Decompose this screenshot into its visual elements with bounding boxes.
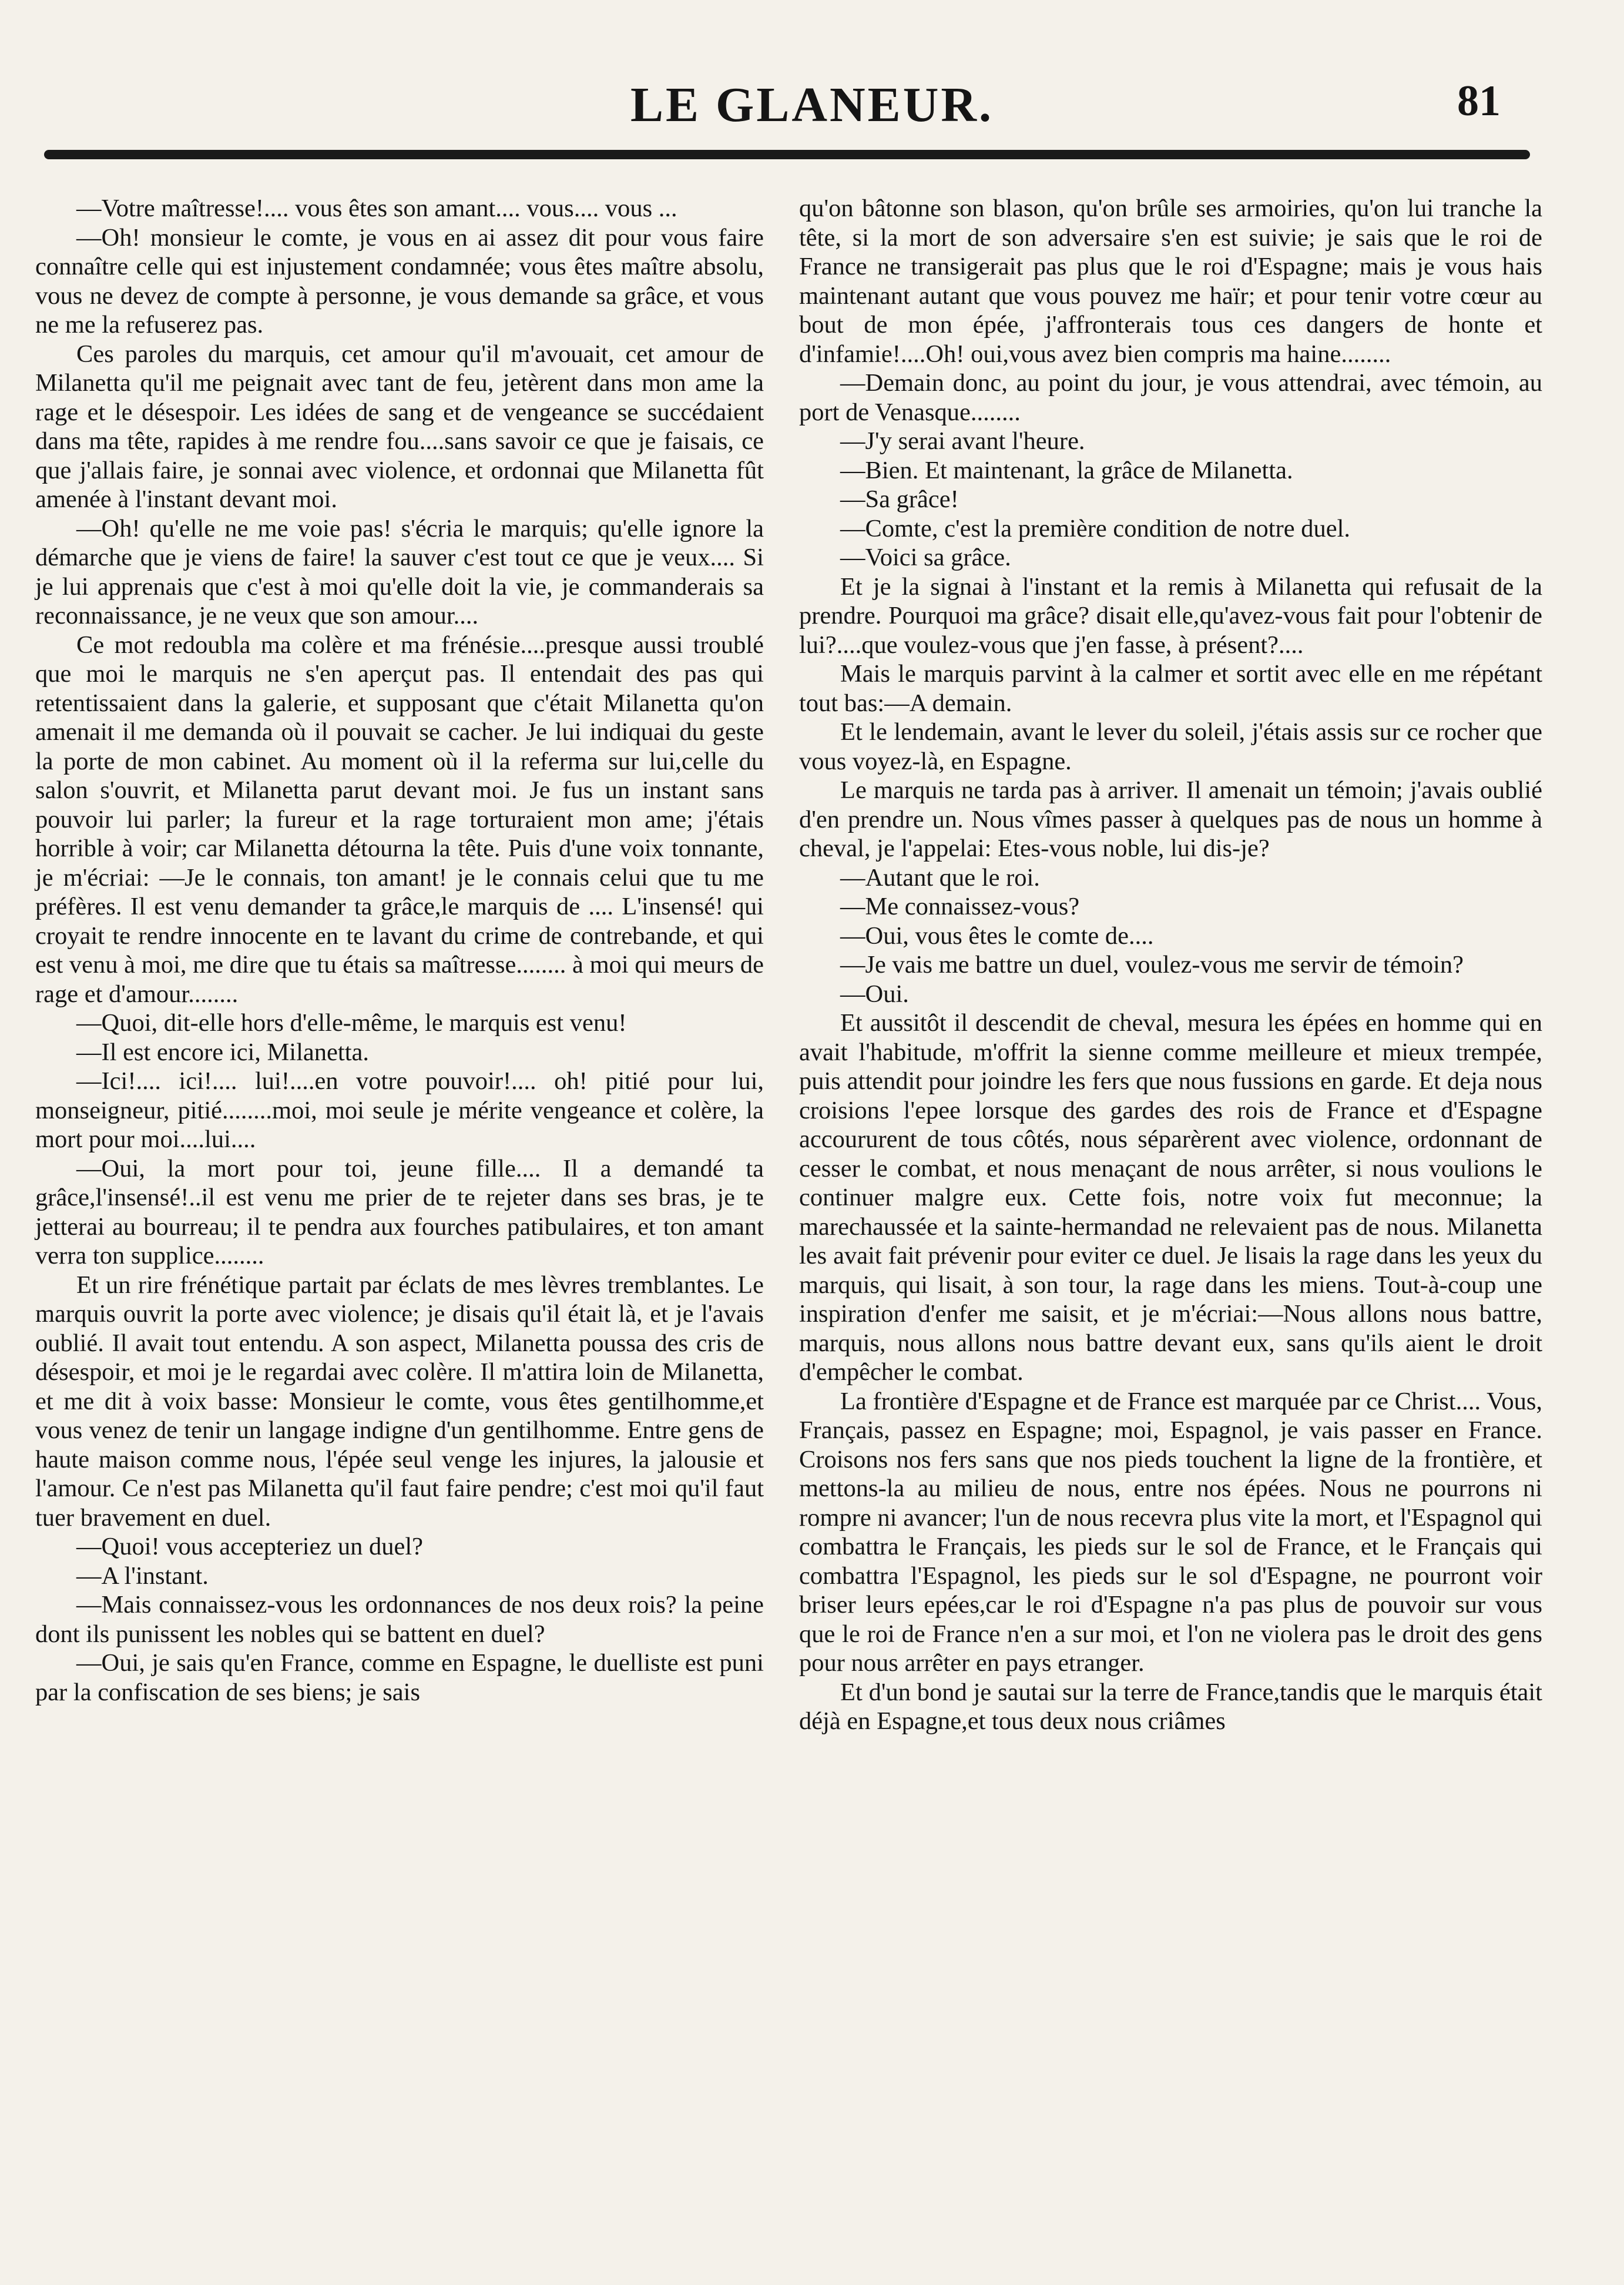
paragraph: Et je la signai à l'instant et la remis à Milanetta qui refusait de la prendre. Pourquoi ma grâce? disait elle,qu'avez-vous fait pour l'obtenir de lui?....que voulez-vous que j'en fasse, à présent?.... — [799, 572, 1542, 659]
paragraph: qu'on bâtonne son blason, qu'on brûle ses armoiries, qu'on lui tranche la tête, si la mort de son adversaire s'en est suivie; je sais que le roi de France ne transigerait pas plus que le roi d'Espagne; mais je vous hais maintenant autant que vous pouvez me haïr; et pour tenir votre cœur au bout de mon épée, j'affronterais tous ces dangers de honte et d'infamie!....Oh! oui,vous avez bien compris ma haine........ — [799, 195, 1542, 368]
paragraph: —Oui, vous êtes le comte de.... — [840, 922, 1154, 950]
paragraph: —Bien. Et maintenant, la grâce de Milanetta. — [840, 456, 1293, 484]
paragraph: Mais le marquis parvint à la calmer et sortit avec elle en me répétant tout bas:—A demain. — [799, 660, 1542, 717]
paragraph: —Oui. — [840, 980, 909, 1008]
paragraph: Le marquis ne tarda pas à arriver. Il amenait un témoin; j'avais oublié d'en prendre un. Nous vîmes passer à quelques pas de nous un homme à cheval, je l'appelai: Etes-vous noble, lui dis-je? — [799, 776, 1542, 862]
paragraph: —Me connaissez-vous? — [840, 893, 1080, 920]
paragraph: —A l'instant. — [76, 1562, 209, 1590]
paragraph: —Demain donc, au point du jour, je vous attendrai, avec témoin, au port de Venasque........ — [799, 369, 1542, 426]
paragraph: La frontière d'Espagne et de France est marquée par ce Christ.... Vous, Français, passez en Espagne; moi, Espagnol, je vais passer en France. Croisons nos fers sans que nos pieds touchent la ligne de la frontière, et mettons-la au milieu de nous, entre nos épées. Nous ne pourrons ni rompre ni avancer; l'un de nous recevra plus vite la mort, et l'Espagnol qui combattra le Français, les pieds sur le sol de France, et le Français qui combattra l'Espagnol, les pieds sur le sol d'Espagne, ne pourront voir briser leurs epées,car le roi d'Espagne n'a pas plus de pouvoir sur vous que le roi de France n'en a sur moi, et l'on ne violera pas le droit des gens pour nous arrêter en pays etranger. — [799, 1387, 1542, 1677]
paragraph: —Comte, c'est la première condition de notre duel. — [840, 514, 1351, 542]
paragraph: Et un rire frénétique partait par éclats de mes lèvres tremblantes. Le marquis ouvrit la porte avec violence; je disais qu'il était là, et je l'avais oublié. Il avait tout entendu. A son aspect, Milanetta poussa des cris de désespoir, et moi je le regardai avec colère. Il m'attira loin de Milanetta, et me dit à voix basse: Monsieur le comte, vous êtes gentilhomme,et vous venez de tenir un langage indigne d'un gentilhomme. Entre gens de haute maison comme nous, l'épée seul venge les injures, la jalousie et l'amour. Ce n'est pas Milanetta qu'il faut faire pendre; c'est moi qu'il faut tuer bravement en duel. — [35, 1271, 764, 1532]
paragraph: Ce mot redoubla ma colère et ma frénésie....presque aussi troublé que moi le marquis ne s'en aperçut pas. Il entendait des pas qui retentissaient dans la galerie, et supposant que c'était Milanetta qu'on amenait il me demanda où il pouvait se cacher. Je lui indiquai du geste la porte de mon cabinet. Au moment où il la referma sur lui,celle du salon s'ouvrit, et Milanetta parut devant moi. Je fus un instant sans pouvoir lui parler; la fureur et la rage torturaient mon ame; j'étais horrible à voir; car Milanetta détourna la tête. Puis d'une voix tonnante, je m'écriai: —Je le connais, ton amant! je le connais celui que tu me préfères. Il est venu demander ta grâce,le marquis de .... L'insensé! qui croyait te rendre innocente en te lavant du crime de contrebande, et qui est venu à moi, me dire que tu étais sa maîtresse........ à moi qui meurs de rage et d'amour........ — [35, 631, 764, 1008]
paragraph: —Quoi, dit-elle hors d'elle-même, le marquis est venu! — [76, 1009, 627, 1037]
paragraph: —Sa grâce! — [840, 485, 959, 513]
paragraph: —Oh! qu'elle ne me voie pas! s'écria le marquis; qu'elle ignore la démarche que je viens de faire! la sauver c'est tout ce que je veux.... Si je lui apprenais que c'est à moi qu'elle doit la vie, je commanderais sa reconnaissance, je ne veux que son amour.... — [35, 514, 764, 629]
paragraph: —Votre maîtresse!.... vous êtes son amant.... vous.... vous ... — [76, 195, 677, 222]
paragraph: —Voici sa grâce. — [840, 544, 1011, 571]
header-rule — [44, 150, 1530, 159]
paragraph: —Je vais me battre un duel, voulez-vous me servir de témoin? — [840, 951, 1464, 979]
paragraph: Ces paroles du marquis, cet amour qu'il m'avouait, cet amour de Milanetta qu'il me peignait avec tant de feu, jetèrent dans mon ame la rage et le désespoir. Les idées de sang et de vengeance se succédaient dans ma tête, rapides à me rendre fou....sans savoir ce que je faisais, ce que j'allais faire, je sonnai avec violence, et ordonnai que Milanetta fût amenée à l'instant devant moi. — [35, 340, 764, 513]
paragraph: —Autant que le roi. — [840, 863, 1040, 892]
paragraph: —Oui, je sais qu'en France, comme en Espagne, le duelliste est puni par la confiscation de ses biens; je sais — [35, 1649, 764, 1706]
paragraph: —Il est encore ici, Milanetta. — [76, 1038, 370, 1066]
left-column — [35, 194, 764, 1707]
paragraph: —Ici!.... ici!.... lui!....en votre pouvoir!.... oh! pitié pour lui, monseigneur, pitié........moi, moi seule je mérite vengeance et colère, la mort pour moi....lui.... — [35, 1067, 764, 1153]
paragraph: Et le lendemain, avant le lever du soleil, j'étais assis sur ce rocher que vous voyez-là, en Espagne. — [799, 718, 1542, 775]
paragraph: —Oh! monsieur le comte, je vous en ai assez dit pour vous faire connaître celle qui est injustement condamnée; vous êtes maître absolu, vous ne devez de compte à personne, je vous demande sa grâce, et vous ne me la refuserez pas. — [35, 223, 764, 339]
paragraph: Et d'un bond je sautai sur la terre de France,tandis que le marquis était déjà en Espagne,et tous deux nous criâmes — [799, 1678, 1542, 1735]
paragraph: —Mais connaissez-vous les ordonnances de nos deux rois? la peine dont ils punissent les nobles qui se battent en duel? — [35, 1591, 764, 1648]
paragraph: Et aussitôt il descendit de cheval, mesura les épées en homme qui en avait l'habitude, m'offrit la sienne comme meilleure et mieux trempée, puis attendit pour joindre les fers que nous fussions en garde. Et deja nous croisions l'epee lorsque des gardes des rois de France et d'Espagne accoururent de tous côtés, nous séparèrent avec violence, ordonnant de cesser le combat, et nous menaçant de nous arrêter, si nous voulions le continuer malgre eux. Cette fois, notre voix fut meconnue; la marechaussée et la sainte-hermandad ne relevaient pas de nous. Milanetta les avait fait prévenir pour eviter ce duel. Je lisais la rage dans les yeux du marquis, qui lisait, à son tour, la rage dans les miens. Tout-à-coup une inspiration d'enfer me saisit, et je m'écriai:—Nous allons nous battre, marquis, nous allons nous battre devant eux, sans qu'ils aient le droit d'empêcher le combat. — [799, 1009, 1542, 1386]
paragraph: —Oui, la mort pour toi, jeune fille.... Il a demandé ta grâce,l'insensé!..il est venu me prier de te rejeter dans ses bras, je te jetterai au bourreau; il te pendra aux fourches patibulaires, et ton amant verra ton supplice........ — [35, 1154, 764, 1269]
paragraph: —J'y serai avant l'heure. — [840, 427, 1085, 455]
masthead — [35, 76, 1589, 141]
paragraph: —Quoi! vous accepteriez un duel? — [76, 1533, 424, 1560]
page-title: LE GLANEUR. — [630, 78, 994, 132]
page-number: 81 — [1457, 77, 1501, 125]
right-column — [799, 194, 1542, 1736]
